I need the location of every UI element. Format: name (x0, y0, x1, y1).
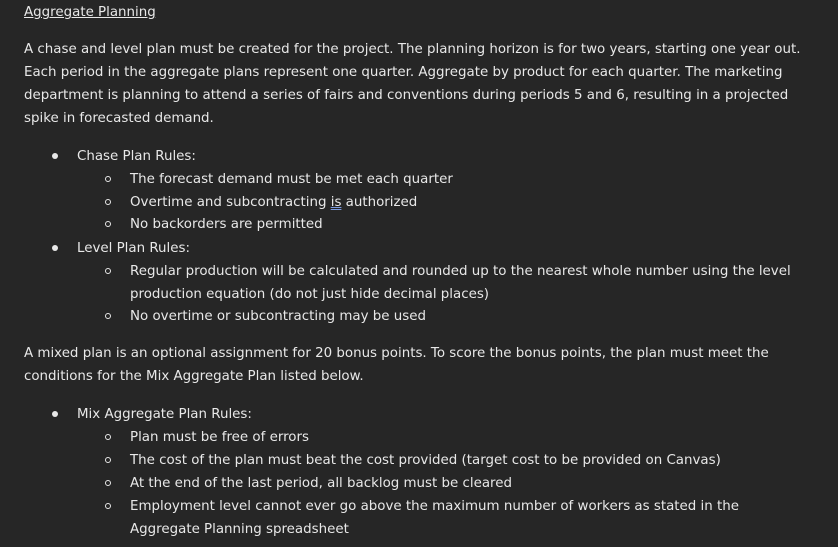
chase-rule-text-after: authorized (341, 195, 418, 210)
chase-rule-item (24, 213, 824, 236)
bullet-dot-icon (52, 153, 58, 159)
chase-rule-item (24, 168, 824, 191)
mix-plan-bullet (24, 403, 824, 426)
chase-rule-text (130, 191, 810, 214)
bullet-dot-icon (52, 411, 58, 417)
mix-rule-text: Plan must be free of errors (130, 430, 309, 445)
mix-rule-item (24, 495, 824, 541)
chase-rule-text: The forecast demand must be met each quarter (130, 172, 453, 187)
level-rule-item (24, 305, 824, 328)
sub-bullet-circle-icon (105, 176, 111, 182)
sub-bullet-circle-icon (105, 457, 111, 463)
intro-paragraph: A chase and level plan must be created for the project. The planning horizon is for two years, starting one year out. Each period in the aggregate plans represent one quarter. Aggregate by product for each quarter. The marketing department is planning to attend a series of fairs and conventions during periods 5 and 6, resulting in a projected spike in forecasted demand. (24, 42, 801, 126)
level-plan-bullet (24, 237, 824, 260)
chase-rule-item (24, 191, 824, 214)
level-plan-title: Level Plan Rules: (77, 241, 190, 256)
chase-plan-title: Chase Plan Rules: (77, 149, 196, 164)
chase-rule-text-before: Overtime and subcontracting (130, 195, 331, 210)
mix-rule-item (24, 449, 824, 472)
level-rule-item (24, 260, 824, 306)
level-rule-text: Regular production will be calculated and rounded up to the nearest whole number using the level production equation (do not just hide decimal places) (130, 264, 791, 302)
mix-rule-text: At the end of the last period, all backlog must be cleared (130, 476, 512, 491)
sub-bullet-circle-icon (105, 503, 111, 509)
bullet-dot-icon (52, 245, 58, 251)
chase-rule-text: No backorders are permitted (130, 217, 323, 232)
sub-bullet-circle-icon (105, 221, 111, 227)
mix-rule-item (24, 472, 824, 495)
mix-plan-title: Mix Aggregate Plan Rules: (77, 407, 252, 422)
sub-bullet-circle-icon (105, 480, 111, 486)
sub-bullet-circle-icon (105, 199, 111, 205)
mix-rule-text: Employment level cannot ever go above the maximum number of workers as stated in the Aggregate Planning spreadsheet (130, 499, 739, 537)
level-rule-text: No overtime or subcontracting may be used (130, 309, 426, 324)
document-heading: Aggregate Planning (24, 5, 156, 20)
grammar-flagged-word[interactable]: is (330, 195, 342, 210)
mix-rule-item (24, 426, 824, 449)
sub-bullet-circle-icon (105, 434, 111, 440)
mix-rule-text: The cost of the plan must beat the cost provided (target cost to be provided on Canvas) (130, 453, 721, 468)
sub-bullet-circle-icon (105, 268, 111, 274)
mixed-plan-paragraph: A mixed plan is an optional assignment for 20 bonus points. To score the bonus points, the plan must meet the conditions for the Mix Aggregate Plan listed below. (24, 346, 769, 384)
chase-plan-bullet (24, 145, 824, 168)
sub-bullet-circle-icon (105, 313, 111, 319)
